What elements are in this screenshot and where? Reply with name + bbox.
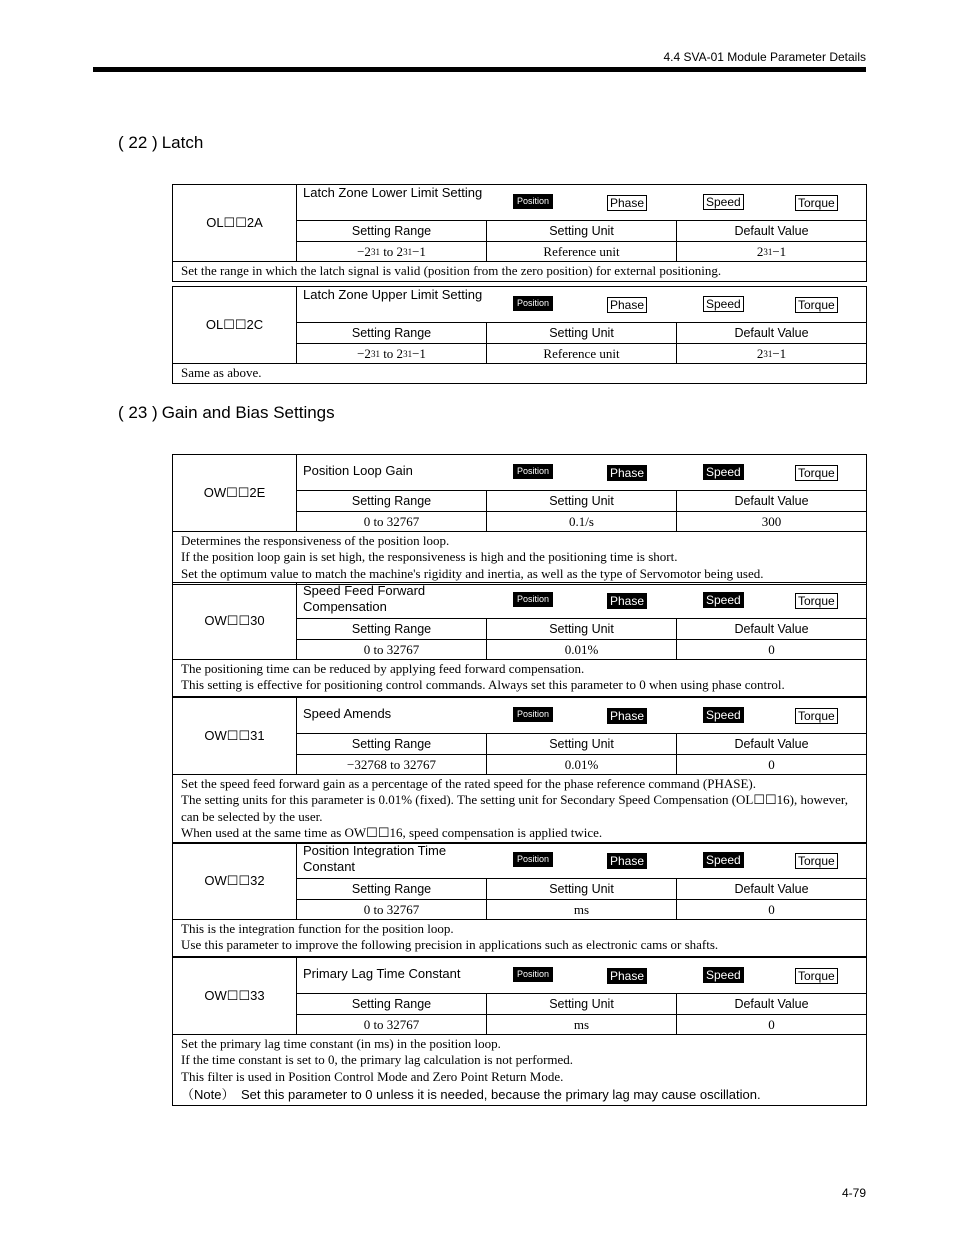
column-header: Setting Unit: [486, 619, 676, 639]
note-label: （Note）: [181, 1086, 235, 1102]
setting-table-values: [297, 899, 866, 919]
value-part: to 2: [379, 345, 404, 361]
register-number: OW☐☐30: [173, 583, 297, 659]
parameter-name: Latch Zone Lower Limit Setting: [303, 185, 483, 200]
parameter-name-row: [297, 287, 866, 323]
value-part: −1: [412, 345, 426, 361]
parameter-header-row: [173, 843, 866, 919]
parameter-block: [172, 582, 867, 697]
setting-range-value: 0 to 32767: [363, 1016, 420, 1032]
setting-table: [297, 994, 866, 1034]
description-line: The positioning time can be reduced by applying feed forward compensation.: [181, 661, 585, 676]
mode-tag-phase: Phase: [607, 708, 647, 724]
setting-range-value: 0 to 32767: [363, 901, 420, 917]
description-line: Set the range in which the latch signal is valid (position from the zero position) for external positioning.: [181, 263, 722, 278]
setting-table-header: [297, 221, 866, 241]
mode-tag-torque: Torque: [795, 297, 838, 313]
parameter-detail: [297, 698, 866, 774]
setting-table: [297, 221, 866, 261]
parameter-note: [181, 1087, 858, 1103]
setting-table: [297, 323, 866, 363]
parameter-block: [172, 697, 867, 844]
mode-tag-torque: Torque: [795, 465, 838, 481]
description-line: When used at the same time as OW☐☐16, speed compensation is applied twice.: [181, 824, 603, 840]
parameter-description: [173, 363, 866, 383]
column-header: Default Value: [676, 734, 866, 754]
parameter-description: [173, 261, 866, 281]
parameter-name: Speed Amends: [303, 706, 392, 721]
setting-table: [297, 734, 866, 774]
column-header: Setting Unit: [486, 879, 676, 899]
mode-tag-speed: Speed: [703, 296, 744, 312]
description-line: This setting is effective for positioning control commands. Always set this parameter to 0 when using phase control.: [181, 677, 785, 693]
column-header: Default Value: [676, 323, 866, 343]
default-value: 0: [676, 640, 866, 659]
mode-tag-position: Position: [513, 194, 553, 209]
section-number: ( 22 ): [118, 133, 158, 152]
mode-tag-speed: Speed: [703, 852, 744, 868]
setting-table-values: [297, 511, 866, 531]
default-value: 300: [676, 512, 866, 531]
setting-table-values: [297, 343, 866, 363]
description-line: Determines the responsiveness of the position loop.: [181, 533, 450, 548]
parameter-block: [172, 957, 867, 1106]
column-header: Setting Range: [351, 224, 432, 238]
column-header: Default Value: [676, 491, 866, 511]
description-line: Set the primary lag time constant (in ms) in the position loop.: [181, 1036, 501, 1051]
description-line: The setting units for this parameter is 0.01% (fixed). The setting unit for Secondary Speed Compensation (OL☐☐16), however, can be selected by the user.: [181, 792, 848, 824]
value-part: to 2: [379, 243, 404, 259]
mode-tag-phase: Phase: [607, 968, 647, 984]
default-value: 0: [676, 900, 866, 919]
register-number: OW☐☐2E: [173, 455, 297, 531]
section-heading: Gain and Bias Settings: [161, 403, 335, 422]
register-number: OW☐☐32: [173, 843, 297, 919]
mode-tag-speed: Speed: [703, 464, 744, 480]
mode-tag-torque: Torque: [795, 195, 838, 211]
mode-tag-position: Position: [513, 967, 553, 982]
register-number: OW☐☐31: [173, 698, 297, 774]
parameter-description: [173, 531, 866, 584]
parameter-header-row: [173, 455, 866, 531]
mode-tag-torque: Torque: [795, 708, 838, 724]
parameter-name-row: [297, 843, 866, 879]
setting-unit-value: Reference unit: [486, 242, 676, 261]
page-number: 4-79: [841, 1186, 866, 1200]
parameter-block: [172, 286, 867, 384]
parameter-header-row: [173, 583, 866, 659]
running-title: 4.4 SVA-01 Module Parameter Details: [663, 50, 866, 64]
description-line: If the position loop gain is set high, the responsiveness is high and the positioning time is short.: [181, 549, 678, 565]
setting-range-value: 0 to 32767: [363, 641, 420, 657]
column-header: Setting Unit: [486, 221, 676, 241]
column-header: Default Value: [676, 879, 866, 899]
mode-tag-speed: Speed: [703, 592, 744, 608]
parameter-detail: [297, 583, 866, 659]
parameter-block: [172, 184, 867, 282]
column-header: Setting Range: [351, 997, 432, 1011]
default-value: 0: [676, 1015, 866, 1034]
description-line: Use this parameter to improve the following precision in applications such as electronic cams or shafts.: [181, 937, 719, 953]
setting-unit-value: ms: [486, 1015, 676, 1034]
parameter-block: [172, 842, 867, 957]
description-line: Set the optimum value to match the machine's rigidity and inertia, as well as the type of Servomotor being used.: [181, 565, 764, 581]
parameter-description: [173, 659, 866, 696]
register-number: OW☐☐33: [173, 958, 297, 1034]
section-title-latch: [118, 133, 203, 153]
default-value: 2 31 −1: [676, 242, 866, 261]
parameter-name-row: [297, 185, 866, 221]
parameter-detail: [297, 185, 866, 261]
parameter-description: [173, 1034, 866, 1105]
description-line: This is the integration function for the position loop.: [181, 921, 454, 936]
description-line: Set the speed feed forward gain as a percentage of the rated speed for the phase reference command (PHASE).: [181, 776, 756, 791]
mode-tag-speed: Speed: [703, 194, 744, 210]
column-header: Setting Unit: [486, 994, 676, 1014]
description-line: Same as above.: [181, 365, 262, 380]
setting-table-header: [297, 994, 866, 1014]
column-header: Default Value: [676, 221, 866, 241]
section-title-gain: [118, 403, 335, 423]
setting-unit-value: ms: [486, 900, 676, 919]
setting-table-header: [297, 619, 866, 639]
setting-range-value: −2 31 to 2 31 −1: [357, 345, 426, 361]
mode-tag-phase: Phase: [607, 297, 647, 313]
parameter-name: Speed Feed Forward Compensation: [303, 583, 426, 614]
parameter-name: Primary Lag Time Constant: [303, 966, 461, 981]
setting-table-header: [297, 323, 866, 343]
setting-range-value: −2 31 to 2 31 −1: [357, 243, 426, 259]
setting-table: [297, 619, 866, 659]
mode-tag-phase: Phase: [607, 465, 647, 481]
parameter-header-row: [173, 287, 866, 363]
setting-table-values: [297, 241, 866, 261]
mode-tag-torque: Torque: [795, 968, 838, 984]
mode-tag-phase: Phase: [607, 853, 647, 869]
header-rule: [93, 67, 866, 72]
description-line: This filter is used in Position Control Mode and Zero Point Return Mode.: [181, 1068, 564, 1084]
parameter-name: Latch Zone Upper Limit Setting: [303, 287, 483, 302]
value-part: −2: [357, 243, 371, 259]
value-part: −1: [772, 345, 787, 361]
value-part: 2: [756, 243, 764, 259]
column-header: Default Value: [676, 994, 866, 1014]
value-part: −1: [412, 243, 426, 259]
parameter-header-row: [173, 698, 866, 774]
parameter-name-row: [297, 455, 866, 491]
parameter-detail: [297, 843, 866, 919]
setting-unit-value: 0.1/s: [486, 512, 676, 531]
mode-tag-position: Position: [513, 464, 553, 479]
description-line: If the time constant is set to 0, the primary lag calculation is not performed.: [181, 1052, 574, 1068]
parameter-detail: [297, 287, 866, 363]
mode-tag-phase: Phase: [607, 593, 647, 609]
parameter-description: [173, 919, 866, 956]
mode-tag-speed: Speed: [703, 967, 744, 983]
default-value: 2 31 −1: [676, 344, 866, 363]
setting-table-header: [297, 491, 866, 511]
setting-unit-value: 0.01%: [486, 755, 676, 774]
parameter-header-row: [173, 185, 866, 261]
column-header: Setting Range: [351, 882, 432, 896]
mode-tag-torque: Torque: [795, 853, 838, 869]
column-header: Setting Unit: [486, 323, 676, 343]
setting-table-header: [297, 879, 866, 899]
mode-tag-position: Position: [513, 852, 553, 867]
parameter-name-row: [297, 958, 866, 994]
setting-range-value: 0 to 32767: [363, 513, 420, 529]
mode-tag-phase: Phase: [607, 195, 647, 211]
note-text: Set this parameter to 0 unless it is needed, because the primary lag may cause oscillation.: [241, 1086, 761, 1102]
mode-tag-position: Position: [513, 296, 553, 311]
mode-tag-speed: Speed: [703, 707, 744, 723]
setting-range-value: −32768 to 32767: [347, 756, 436, 772]
setting-table-values: [297, 1014, 866, 1034]
default-value: 0: [676, 755, 866, 774]
parameter-description: [173, 774, 866, 843]
column-header: Setting Range: [351, 622, 432, 636]
column-header: Setting Unit: [486, 491, 676, 511]
value-part: −1: [772, 243, 787, 259]
parameter-header-row: [173, 958, 866, 1034]
setting-unit-value: 0.01%: [486, 640, 676, 659]
column-header: Setting Range: [351, 494, 432, 508]
mode-tag-position: Position: [513, 707, 553, 722]
column-header: Setting Range: [351, 326, 432, 340]
mode-tag-torque: Torque: [795, 593, 838, 609]
register-number: OL☐☐2C: [173, 287, 297, 363]
section-number: ( 23 ): [118, 403, 158, 422]
register-number: OL☐☐2A: [173, 185, 297, 261]
parameter-name: Position Loop Gain: [303, 463, 413, 478]
value-part: −2: [357, 345, 371, 361]
value-part: 2: [756, 345, 764, 361]
column-header: Setting Unit: [486, 734, 676, 754]
parameter-name-row: [297, 698, 866, 734]
setting-table-header: [297, 734, 866, 754]
column-header: Setting Range: [351, 737, 432, 751]
column-header: Default Value: [676, 619, 866, 639]
setting-table: [297, 491, 866, 531]
setting-unit-value: Reference unit: [486, 344, 676, 363]
parameter-detail: [297, 455, 866, 531]
section-heading: Latch: [161, 133, 204, 152]
parameter-name-row: [297, 583, 866, 619]
setting-table: [297, 879, 866, 919]
setting-table-values: [297, 639, 866, 659]
parameter-block: [172, 454, 867, 585]
parameter-detail: [297, 958, 866, 1034]
parameter-name: Position Integration Time Constant: [303, 843, 447, 874]
mode-tag-position: Position: [513, 592, 553, 607]
setting-table-values: [297, 754, 866, 774]
